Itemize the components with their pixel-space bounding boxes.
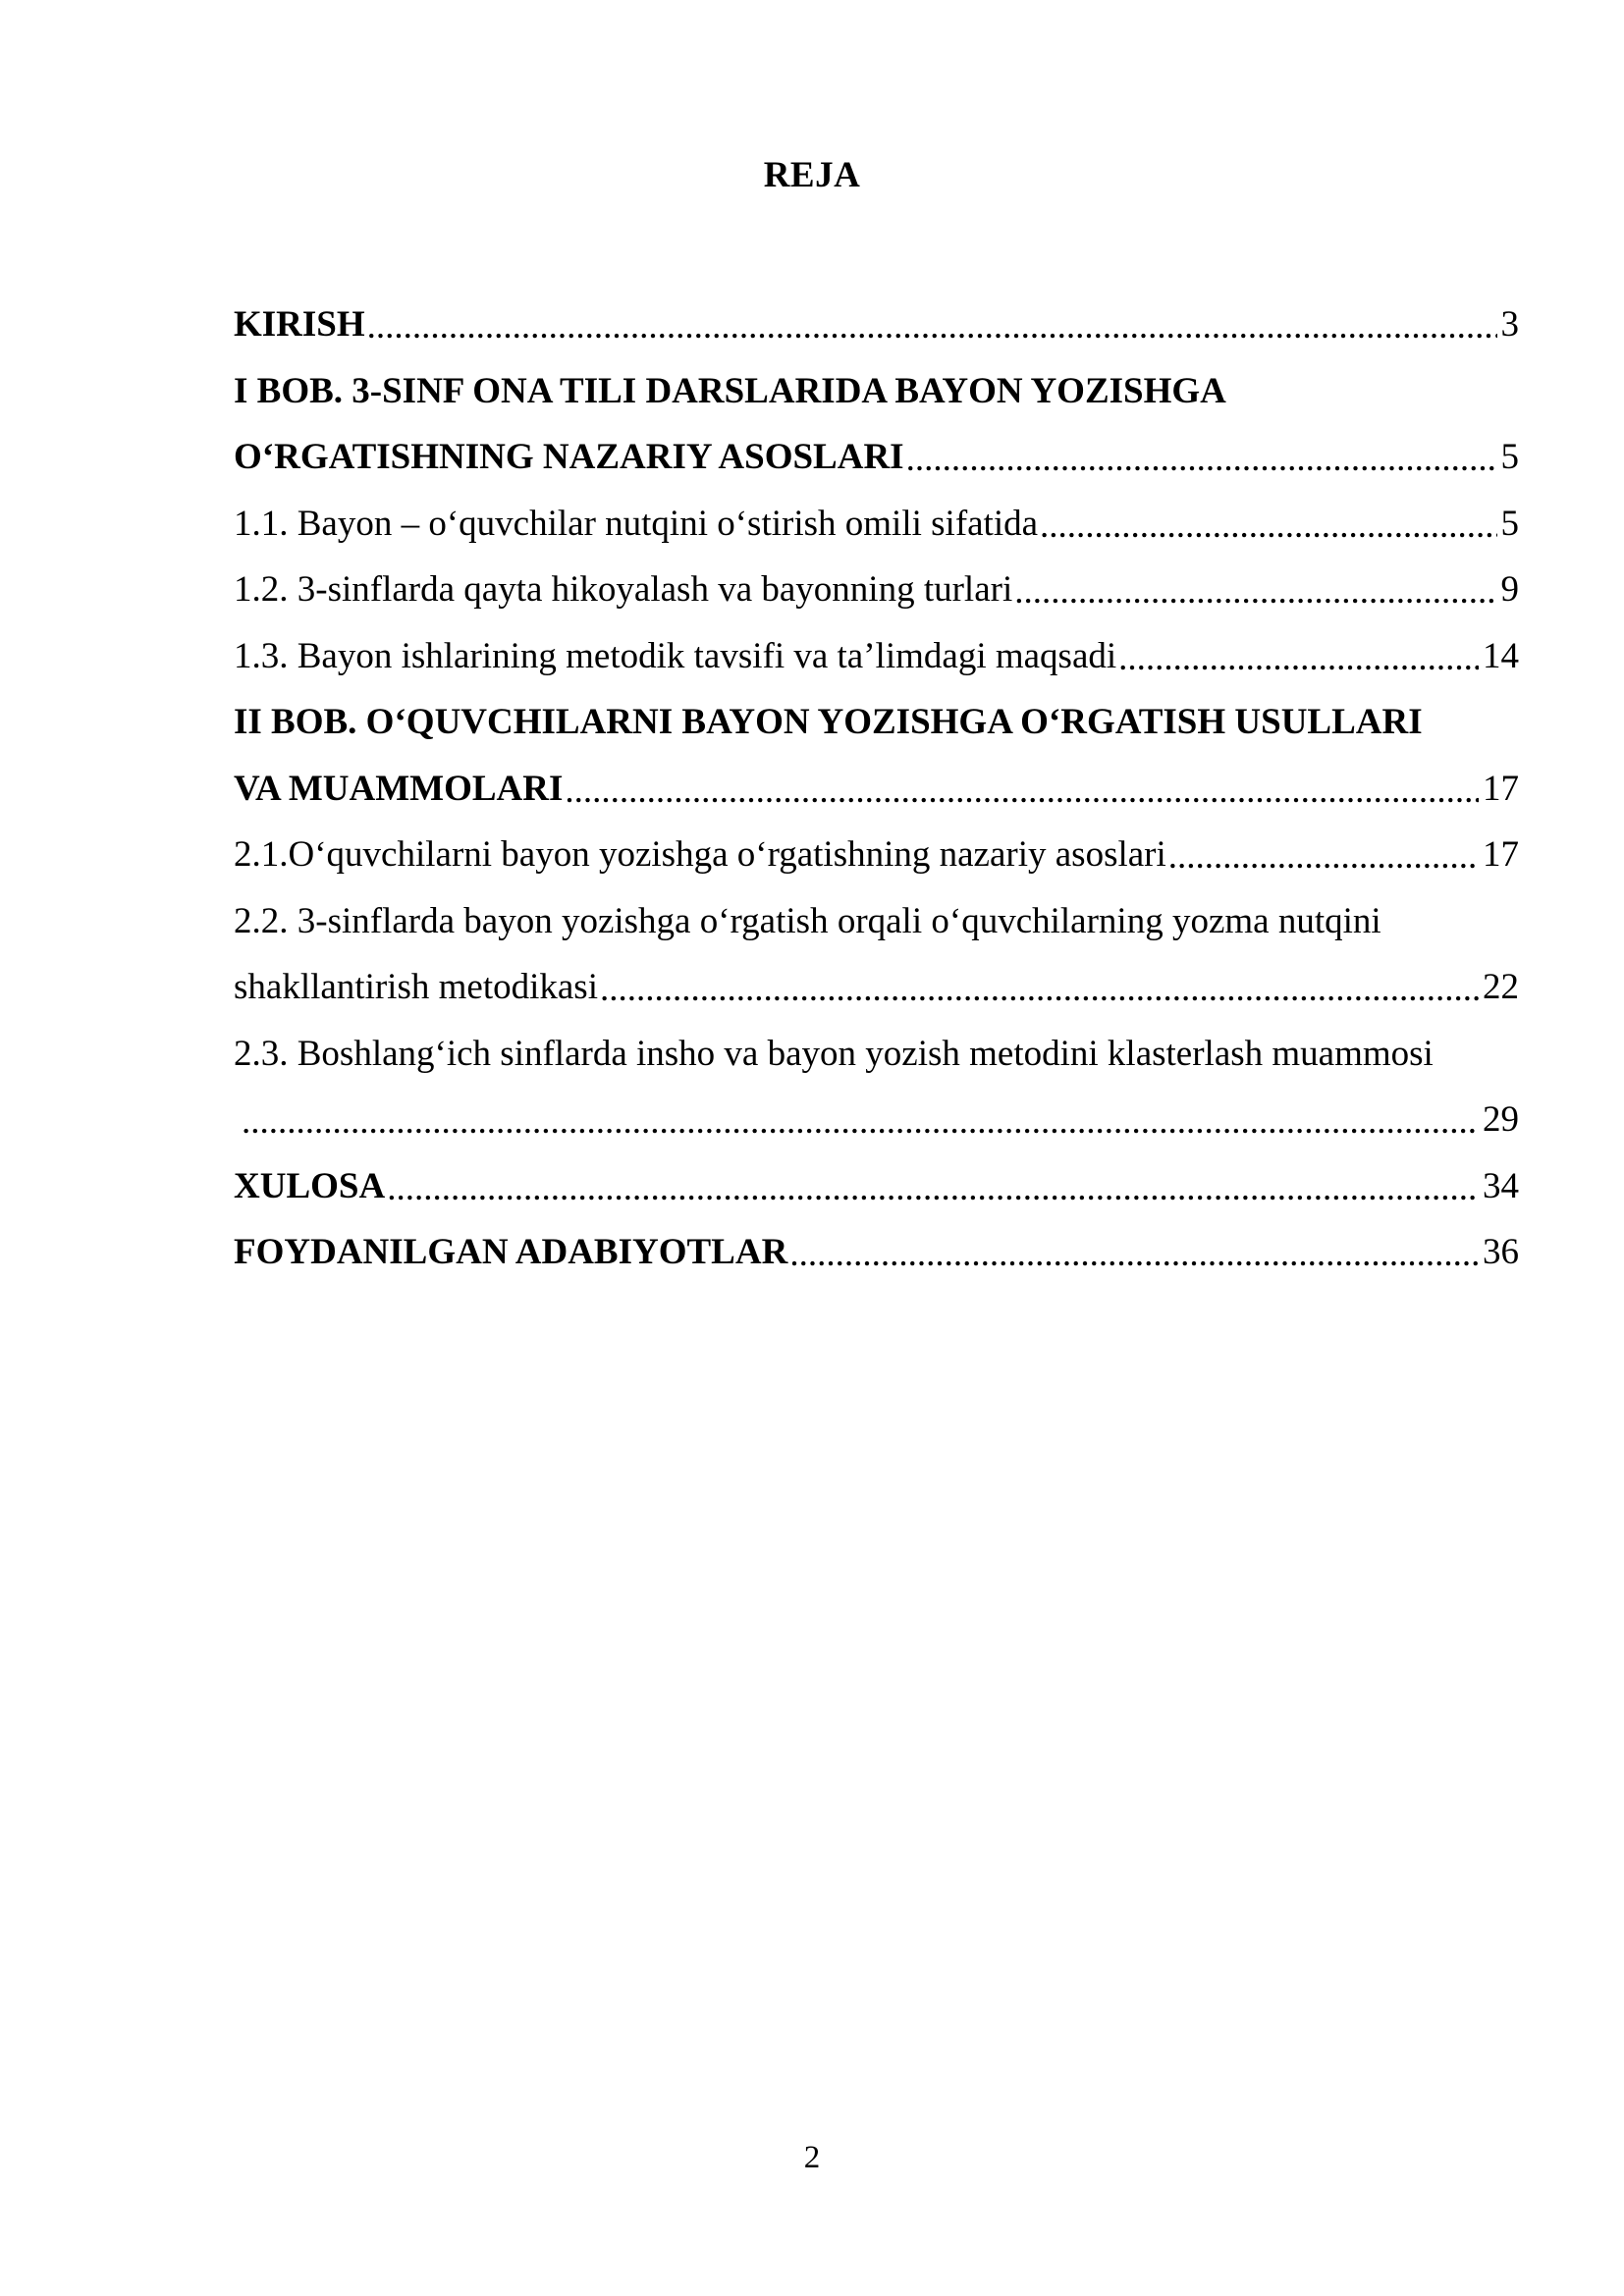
- toc-leader-dots: [565, 770, 1479, 812]
- toc-leader-dots: [600, 968, 1479, 1010]
- toc-page-number: 34: [1483, 1165, 1519, 1206]
- toc-label: 2.3. Boshlang‘ich sinflarda insho va bayon yozish metodini klasterlash muammosi: [234, 1033, 1434, 1074]
- toc-entry-1-3: [234, 623, 1519, 690]
- toc-label: 1.3. Bayon ishlarining metodik tavsifi va ta’limdagi maqsadi: [234, 635, 1117, 676]
- toc-label: KIRISH: [234, 304, 365, 346]
- toc-label: 2.1.O‘quvchilarni bayon yozishga o‘rgatishning nazariy asoslari: [234, 834, 1166, 876]
- toc-label: II BOB. O‘QUVCHILARNI BAYON YOZISHGA O‘RGATISH USULLARI: [234, 702, 1423, 743]
- toc-entry-adabiyotlar: [234, 1219, 1519, 1286]
- toc-label: 1.2. 3-sinflarda qayta hikoyalash va bayonning turlari: [234, 569, 1013, 611]
- toc-label: VA MUAMMOLARI: [234, 768, 564, 809]
- toc-page-number: 17: [1483, 834, 1519, 876]
- toc-leader-dots: [242, 1100, 1479, 1143]
- toc-leader-dots: [1014, 570, 1496, 613]
- toc-page-number: 36: [1483, 1232, 1519, 1273]
- toc-label: FOYDANILGAN ADABIYOTLAR: [234, 1232, 788, 1273]
- toc-entry-2-1: [234, 822, 1519, 888]
- toc-label: I BOB. 3-SINF ONA TILI DARSLARIDA BAYON YOZISHGA: [234, 370, 1226, 411]
- toc-leader-dots: [1118, 637, 1479, 679]
- table-of-contents: [234, 292, 1519, 1286]
- toc-entry-bob1-line1: [234, 358, 1519, 425]
- toc-label: O‘RGATISHNING NAZARIY ASOSLARI: [234, 437, 904, 478]
- toc-entry-2-2-line2: [234, 954, 1519, 1021]
- toc-page-number: 3: [1500, 304, 1519, 346]
- page-number: 2: [803, 2140, 821, 2175]
- toc-page-number: 17: [1483, 768, 1519, 809]
- toc-entry-kirish: [234, 292, 1519, 358]
- toc-entry-2-2-line1: [234, 888, 1519, 955]
- toc-entry-bob2-line2: [234, 756, 1519, 823]
- toc-entry-xulosa: [234, 1153, 1519, 1220]
- toc-label: 1.1. Bayon – o‘quvchilar nutqini o‘stirish omili sifatida: [234, 503, 1039, 544]
- toc-page-number: 9: [1500, 569, 1519, 611]
- toc-entry-1-2: [234, 557, 1519, 623]
- toc-page-number: 5: [1500, 503, 1519, 544]
- toc-label: shakllantirish metodikasi: [234, 967, 598, 1008]
- toc-label: XULOSA: [234, 1165, 386, 1206]
- toc-leader-dots: [789, 1233, 1479, 1275]
- toc-leader-dots: [367, 305, 1497, 347]
- toc-leader-dots: [387, 1167, 1479, 1209]
- toc-entry-1-1: [234, 491, 1519, 558]
- toc-entry-bob1-line2: [234, 424, 1519, 491]
- toc-entry-2-3-line2: [234, 1087, 1519, 1153]
- toc-page-number: 22: [1483, 967, 1519, 1008]
- toc-page-number: 5: [1500, 437, 1519, 478]
- toc-entry-bob2-line1: [234, 689, 1519, 756]
- toc-leader-dots: [1168, 835, 1479, 878]
- toc-page-number: 29: [1483, 1099, 1519, 1141]
- toc-label: 2.2. 3-sinflarda bayon yozishga o‘rgatish orqali o‘quvchilarning yozma nutqini: [234, 900, 1381, 941]
- toc-leader-dots: [906, 438, 1497, 480]
- toc-entry-2-3-line1: [234, 1021, 1519, 1088]
- toc-leader-dots: [1040, 505, 1496, 547]
- page-title: REJA: [763, 155, 861, 195]
- toc-page-number: 14: [1483, 635, 1519, 676]
